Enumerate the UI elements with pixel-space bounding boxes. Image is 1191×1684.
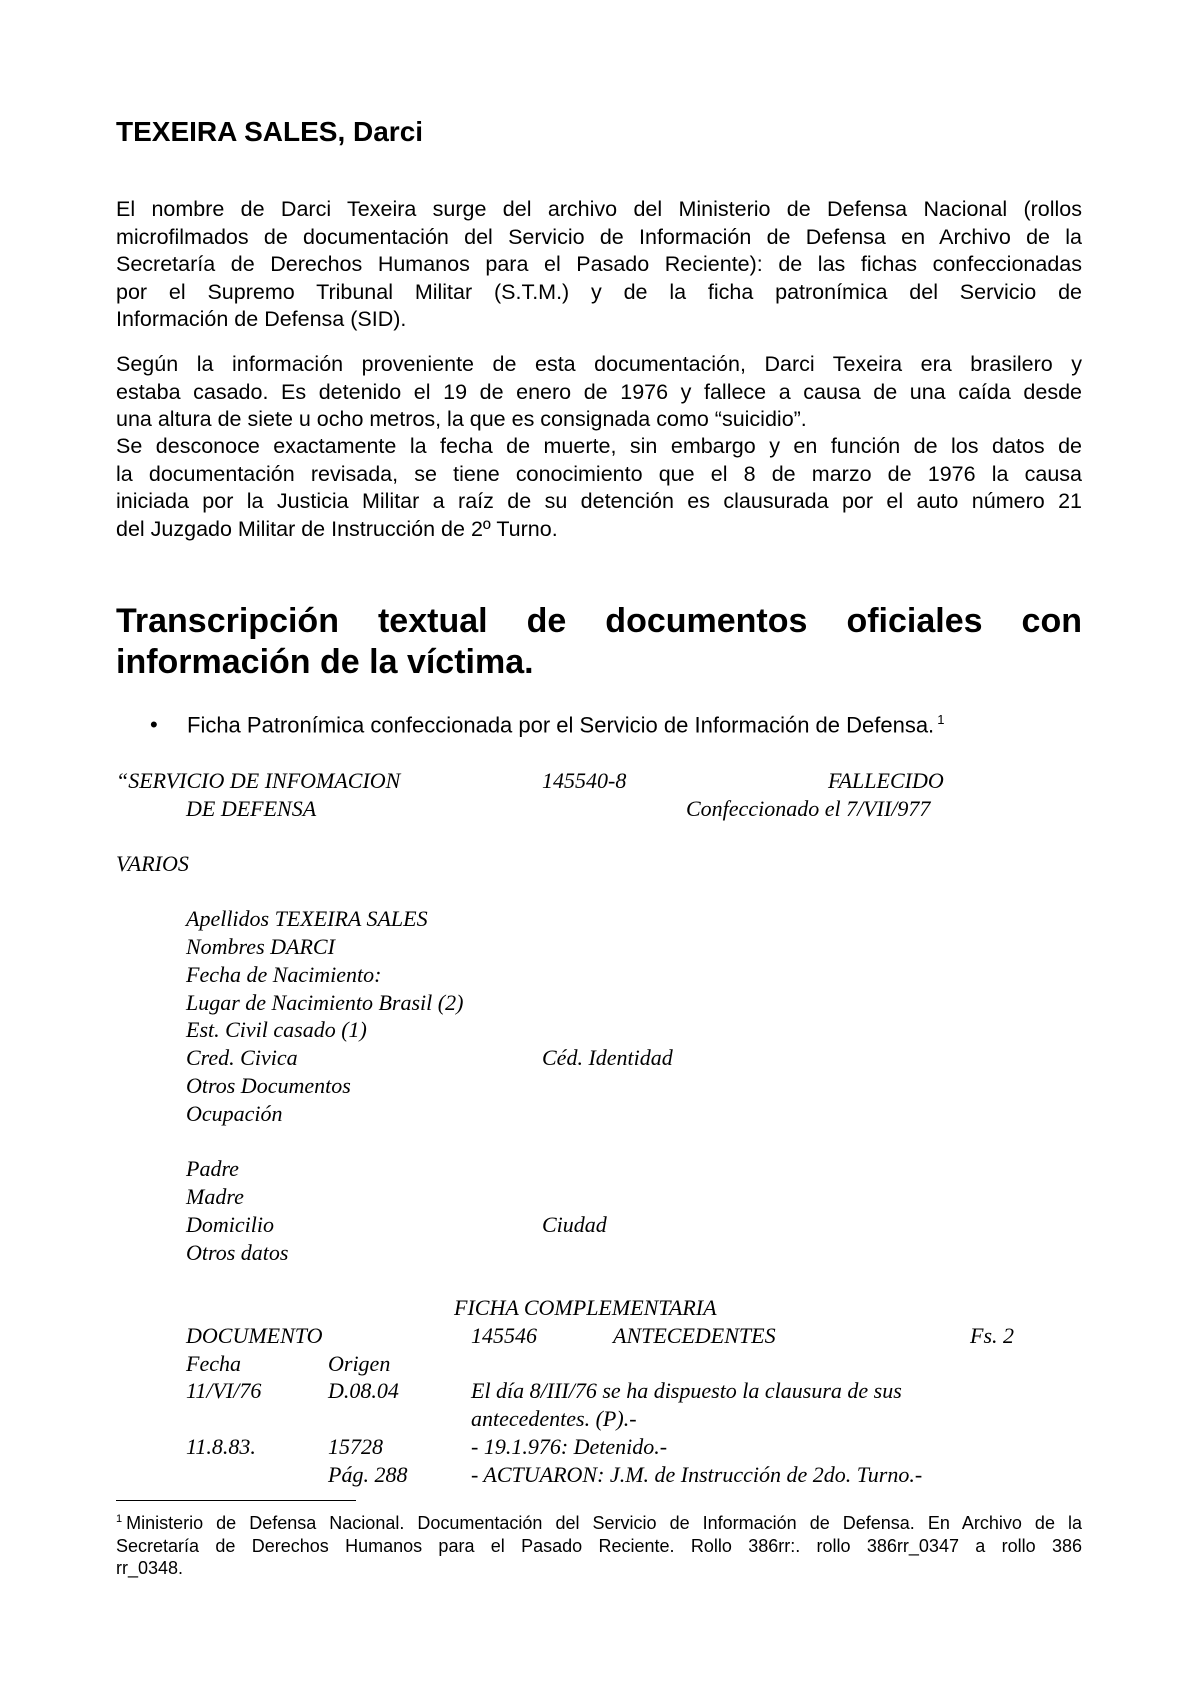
footnote-separator bbox=[116, 1500, 356, 1501]
paragraph-line: la documentación revisada, se tiene conocimiento que el 8 de marzo de 1976 la causa bbox=[116, 461, 1082, 486]
footnote-line: Secretaría de Derechos Humanos para el Pasado Reciente. Rollo 386rr:. rollo 386rr_0347 a rollo 386 bbox=[116, 1535, 1082, 1556]
footnote-text: Ministerio de Defensa Nacional. Documentación del Servicio de Información de Defensa. En Archivo de la bbox=[126, 1513, 1082, 1533]
paragraph-line: por el Supremo Tribunal Militar (S.T.M.) y de la ficha patronímica del Servicio de bbox=[116, 279, 1082, 304]
paragraph-line: El nombre de Darci Texeira surge del archivo del Ministerio de Defensa Nacional (rollos bbox=[116, 197, 1082, 221]
paragraph-line: Secretaría de Derechos Humanos para el Pasado Reciente): de las fichas confeccionadas bbox=[116, 252, 1082, 276]
row3-origen: Pág. 288 bbox=[328, 1462, 408, 1487]
detention-paragraph bbox=[116, 351, 1082, 434]
intro-paragraph bbox=[116, 196, 1082, 334]
row3-text: - ACTUARON: J.M. de Instrucción de 2do. Turno.- bbox=[471, 1462, 923, 1487]
field-domicilio: Domicilio bbox=[186, 1212, 274, 1237]
heading-line: información de la víctima. bbox=[116, 643, 534, 681]
paragraph-line: del Juzgado Militar de Instrucción de 2º Turno. bbox=[116, 516, 558, 541]
paragraph-line: estaba casado. Es detenido el 19 de enero de 1976 y fallece a causa de una caída desde bbox=[116, 379, 1082, 404]
made-on-date: Confeccionado el 7/VII/977 bbox=[686, 796, 931, 821]
footnote-line: rr_0348. bbox=[116, 1558, 184, 1578]
documento-label: DOCUMENTO bbox=[186, 1323, 323, 1348]
field-otros-documentos: Otros Documentos bbox=[186, 1073, 351, 1098]
field-madre: Madre bbox=[186, 1184, 244, 1209]
footnote-marker: 1 bbox=[116, 1513, 123, 1525]
bullet-marker: • bbox=[150, 712, 158, 737]
varios-label: VARIOS bbox=[116, 851, 189, 876]
ficha-complementaria-heading: FICHA COMPLEMENTARIA bbox=[454, 1295, 717, 1320]
paragraph-line: Información de Defensa (SID). bbox=[116, 307, 407, 331]
field-cedula-identidad: Céd. Identidad bbox=[542, 1045, 673, 1070]
field-nombres: Nombres DARCI bbox=[186, 934, 335, 959]
footnote-reference: 1 bbox=[937, 712, 945, 727]
field-estado-civil: Est. Civil casado (1) bbox=[186, 1017, 367, 1042]
folio-label: Fs. 2 bbox=[970, 1323, 1014, 1348]
footnote bbox=[116, 1508, 1082, 1580]
field-ciudad: Ciudad bbox=[542, 1212, 607, 1237]
section-heading bbox=[116, 601, 1082, 683]
field-credencial-civica: Cred. Civica bbox=[186, 1045, 298, 1070]
service-name-line1: “SERVICIO DE INFOMACION bbox=[116, 768, 401, 793]
document-number: 145546 bbox=[471, 1323, 537, 1348]
bullet-item bbox=[187, 712, 944, 738]
field-fecha-nacimiento: Fecha de Nacimiento: bbox=[186, 962, 382, 987]
antecedentes-label: ANTECEDENTES bbox=[613, 1323, 776, 1348]
service-name-line2: DE DEFENSA bbox=[186, 796, 317, 821]
bullet-text: Ficha Patronímica confeccionada por el Servicio de Información de Defensa. bbox=[187, 712, 935, 738]
row1-text-continued: antecedentes. (P).- bbox=[471, 1406, 637, 1431]
row2-origen: 15728 bbox=[328, 1434, 383, 1459]
paragraph-line: microfilmados de documentación del Servicio de Información de Defensa en Archivo de la bbox=[116, 224, 1082, 249]
heading-line: Transcripción textual de documentos oficiales con bbox=[116, 602, 1082, 640]
column-header-fecha: Fecha bbox=[186, 1351, 241, 1376]
page-title: TEXEIRA SALES, Darci bbox=[116, 116, 424, 147]
card-number: 145540-8 bbox=[542, 768, 627, 793]
death-date-paragraph bbox=[116, 433, 1082, 543]
row1-origen: D.08.04 bbox=[328, 1378, 399, 1403]
field-otros-datos: Otros datos bbox=[186, 1240, 289, 1265]
column-header-origen: Origen bbox=[328, 1351, 391, 1376]
row2-fecha: 11.8.83. bbox=[186, 1434, 256, 1459]
paragraph-line: iniciada por la Justicia Militar a raíz de su detención es clausurada por el auto número 21 bbox=[116, 489, 1082, 513]
row1-text: El día 8/III/76 se ha dispuesto la clausura de sus bbox=[471, 1378, 902, 1403]
footnote-line bbox=[116, 1508, 1082, 1535]
field-lugar-nacimiento: Lugar de Nacimiento Brasil (2) bbox=[186, 990, 464, 1015]
field-ocupacion: Ocupación bbox=[186, 1101, 283, 1126]
paragraph-line: una altura de siete u ocho metros, la que es consignada como “suicidio”. bbox=[116, 407, 807, 431]
paragraph-line: Según la información proveniente de esta documentación, Darci Texeira era brasilero y bbox=[116, 352, 1082, 376]
row2-text: - 19.1.976: Detenido.- bbox=[471, 1434, 668, 1459]
field-padre: Padre bbox=[186, 1156, 239, 1181]
paragraph-line: Se desconoce exactamente la fecha de muerte, sin embargo y en función de los datos de bbox=[116, 434, 1082, 458]
field-apellidos: Apellidos TEXEIRA SALES bbox=[186, 906, 428, 931]
row1-fecha: 11/VI/76 bbox=[186, 1378, 262, 1403]
status-label: FALLECIDO bbox=[828, 768, 944, 793]
